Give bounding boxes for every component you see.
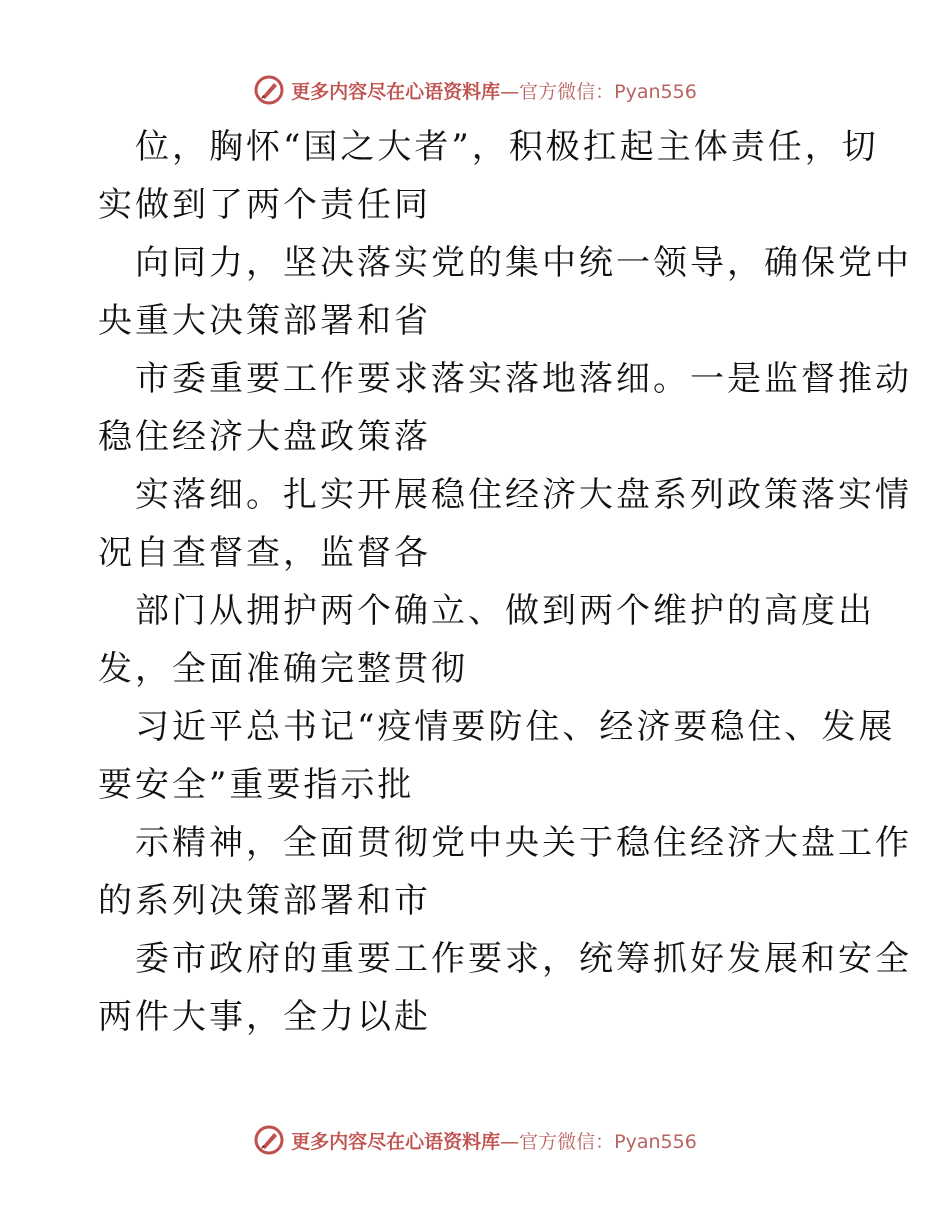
paragraph-line: 部门从拥护两个确立、做到两个维护的高度出 (135, 591, 875, 631)
banner-wechat: 官方微信：Pyan556 (519, 1130, 697, 1153)
header-banner (0, 70, 950, 110)
paragraph-line: 实落细。扎实开展稳住经济大盘系列政策落实情 (135, 475, 912, 515)
paragraph-line: 发，全面准确完整贯彻 (98, 649, 468, 689)
pen-logo-icon (253, 1124, 285, 1156)
document-body (98, 118, 912, 1046)
pen-logo-icon (253, 74, 285, 106)
banner-text (291, 1127, 697, 1154)
banner-separator: — (500, 1130, 520, 1153)
paragraph-line: 要安全”重要指示批 (98, 765, 415, 805)
banner-separator: — (500, 80, 520, 103)
paragraph-line: 两件大事，全力以赴 (98, 997, 431, 1037)
banner-brand: 更多内容尽在心语资料库 (291, 1130, 501, 1153)
paragraph-line: 的系列决策部署和市 (98, 881, 431, 921)
paragraph-line: 位，胸怀“国之大者”，积极扛起主体责任，切 (135, 127, 879, 167)
banner-text (291, 77, 697, 104)
paragraph-line: 习近平总书记“疫情要防住、经济要稳住、发展 (135, 707, 896, 747)
paragraph-line: 实做到了两个责任同 (98, 185, 431, 225)
paragraph-line: 向同力，坚决落实党的集中统一领导，确保党中 (135, 243, 912, 283)
paragraph-line: 委市政府的重要工作要求，统筹抓好发展和安全 (135, 939, 912, 979)
paragraph-line: 市委重要工作要求落实落地落细。一是监督推动 (135, 359, 912, 399)
paragraph-line: 稳住经济大盘政策落 (98, 417, 431, 457)
banner-wechat: 官方微信：Pyan556 (519, 80, 697, 103)
paragraph-line: 央重大决策部署和省 (98, 301, 431, 341)
footer-banner (0, 1120, 950, 1160)
paragraph-line: 示精神，全面贯彻党中央关于稳住经济大盘工作 (135, 823, 912, 863)
paragraph-line: 况自查督查，监督各 (98, 533, 431, 573)
banner-brand: 更多内容尽在心语资料库 (291, 80, 501, 103)
